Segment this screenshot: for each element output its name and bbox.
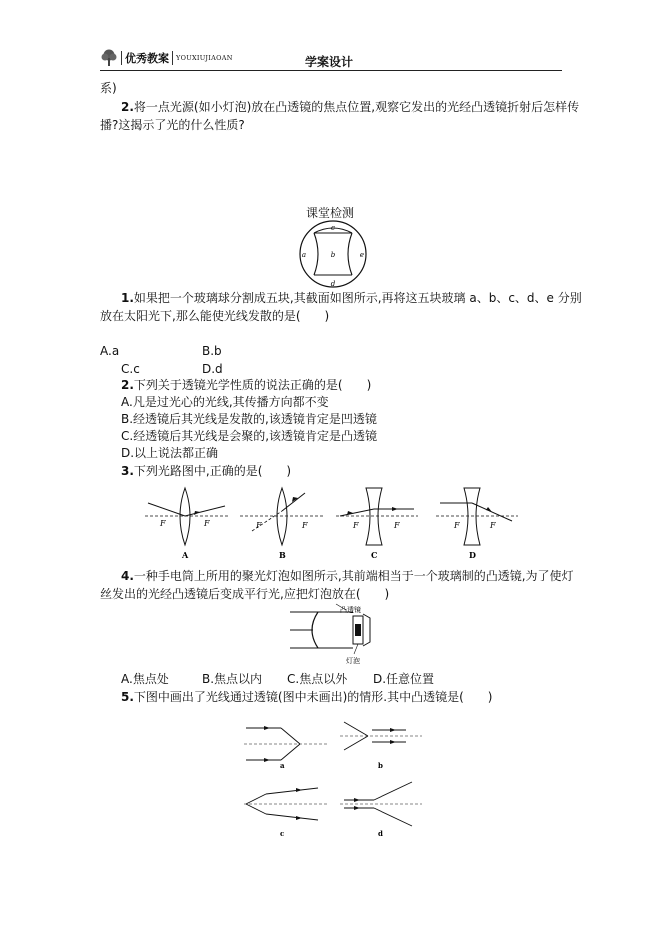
q5-d-label: d <box>378 829 383 838</box>
q5-c-label: c <box>280 829 285 838</box>
q1-option-c: C.c <box>121 362 140 376</box>
q4-option-d: D.任意位置 <box>373 672 435 686</box>
q3-text: 下列光路图中,正确的是( ) <box>133 464 292 478</box>
q3-c-focus-left: F <box>353 521 359 530</box>
q1-text-1: 如果把一个玻璃球分割成五块,其截面如图所示,再将这五块玻璃 a、b、c、d、e 分别 <box>133 291 582 305</box>
q2-number: 2. <box>121 378 134 392</box>
q3-a-focus-left: F <box>160 519 166 528</box>
q5-number: 5. <box>121 690 134 704</box>
fig1-label-e: e <box>359 251 365 259</box>
section-title: 课堂检测 <box>306 206 355 220</box>
q1-number: 1. <box>121 291 134 305</box>
flashlight-bulb-figure <box>288 602 380 666</box>
q2-option-b: B.经透镜后其光线是发散的,该透镜肯定是凹透镜 <box>121 412 377 426</box>
q2-option-a: A.凡是过光心的光线,其传播方向都不变 <box>121 395 329 409</box>
bulb-label: 灯泡 <box>346 657 360 665</box>
q5-diagram-b <box>340 722 422 770</box>
q3-c-focus-right: F <box>394 521 400 530</box>
q3-b-focus-right: F <box>302 521 308 530</box>
tree-logo-icon <box>100 49 118 67</box>
q5-ray-diagrams <box>236 716 426 842</box>
q1-text-2: 放在太阳光下,那么能使光线发散的是( ) <box>100 309 330 323</box>
q5-diagram-c <box>244 788 328 838</box>
logo-text-en: YOUXIUJIAOAN <box>176 54 233 62</box>
q5-diagram-a <box>244 726 328 770</box>
q5-line <box>121 689 492 706</box>
q3-diagram-a <box>145 488 228 560</box>
q3-b-label: B <box>279 550 286 560</box>
q1-option-d: D.d <box>202 362 223 376</box>
fig1-label-d: d <box>330 280 336 288</box>
q3-b-focus-left: F <box>256 521 262 530</box>
header-logo <box>100 48 233 68</box>
q2-option-d: D.以上说法都正确 <box>121 446 219 460</box>
q3-diagram-b <box>240 488 325 560</box>
glass-sphere-figure <box>292 220 374 288</box>
q1-line1 <box>121 290 582 307</box>
q4-option-a: A.焦点处 <box>121 672 169 686</box>
pre-q2-text-1: 将一点光源(如小灯泡)放在凸透镜的焦点位置,观察它发出的光经凸透镜折射后怎样传 <box>133 100 580 114</box>
q1-option-a: A.a <box>100 344 120 358</box>
q3-line <box>121 463 291 480</box>
q3-a-focus-right: F <box>204 519 210 528</box>
fig1-label-b: b <box>330 251 336 259</box>
header-divider <box>100 70 562 71</box>
q3-diagram-d <box>436 488 518 560</box>
q3-diagram-c <box>336 488 418 560</box>
pre-q2-number: 2. <box>121 100 134 114</box>
continued-text: 系) <box>100 81 117 95</box>
pre-q2-line1 <box>121 99 579 116</box>
q1-option-b: B.b <box>202 344 222 358</box>
q5-a-label: a <box>280 761 285 770</box>
fig1-label-c: c <box>331 224 335 232</box>
q4-option-b: B.焦点以内 <box>202 672 263 686</box>
lens-label: 凸透镜 <box>340 606 361 614</box>
q4-option-c: C.焦点以外 <box>287 672 348 686</box>
pre-q2-text-2: 播?这揭示了光的什么性质? <box>100 118 245 132</box>
q5-b-label: b <box>378 761 383 770</box>
q3-c-label: C <box>371 550 378 560</box>
q5-diagram-d <box>340 782 422 838</box>
q3-a-label: A <box>182 550 189 560</box>
q3-number: 3. <box>121 464 134 478</box>
q5-text: 下图中画出了光线通过透镜(图中未画出)的情形.其中凸透镜是( ) <box>133 690 493 704</box>
q4-line1 <box>121 568 574 585</box>
q4-text-1: 一种手电筒上所用的聚光灯泡如图所示,其前端相当于一个玻璃制的凸透镜,为了使灯 <box>133 569 574 583</box>
q3-d-focus-left: F <box>454 521 460 530</box>
logo-text-cn: 优秀教案 <box>125 52 169 65</box>
q3-ray-diagrams <box>140 483 520 563</box>
q4-number: 4. <box>121 569 134 583</box>
q3-d-focus-right: F <box>490 521 496 530</box>
q4-text-2: 丝发出的光经凸透镜后变成平行光,应把灯泡放在( ) <box>100 587 390 601</box>
q3-d-label: D <box>469 550 476 560</box>
fig1-label-a: a <box>301 251 307 259</box>
q2-line <box>121 377 371 394</box>
q2-option-c: C.经透镜后其光线是会聚的,该透镜肯定是凸透镜 <box>121 429 378 443</box>
page-title: 学案设计 <box>305 55 354 69</box>
q2-text: 下列关于透镜光学性质的说法正确的是( ) <box>133 378 372 392</box>
